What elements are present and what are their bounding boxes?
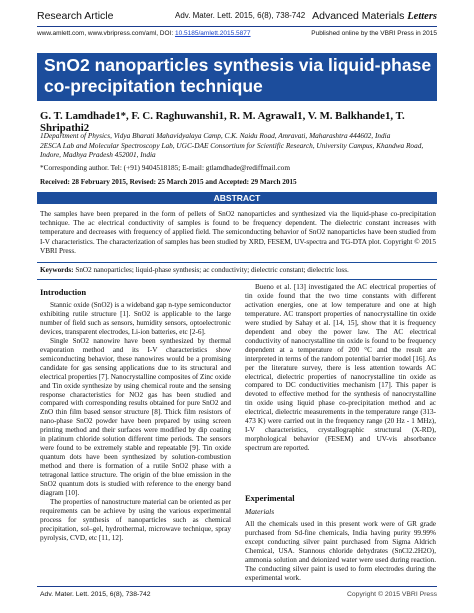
affiliations bbox=[40, 131, 440, 160]
doi-link[interactable]: 10.5185/amlett.2015.5877 bbox=[174, 30, 251, 37]
header-rule bbox=[37, 26, 437, 27]
abstract-heading: ABSTRACT bbox=[213, 193, 261, 203]
publication-dates: Received: 28 February 2015, Revised: 25 March 2015 and Accepted: 29 March 2015 bbox=[40, 178, 297, 186]
keywords-rule-top bbox=[37, 262, 437, 263]
experimental-heading: Experimental bbox=[245, 493, 295, 503]
journal-logo: Letters bbox=[407, 11, 437, 22]
intro-paragraph-1: Stannic oxide (SnO2) is a wideband gap n-type semiconductor exhibiting rutile structure [1]. SnO2 is applicable to the large number of field such as sensors, humidity sensors, optoelectronic devices, transparent electrodes, Li-ion batteries, etc [2-6]. bbox=[40, 301, 231, 336]
keywords bbox=[40, 266, 440, 274]
intro-column-right bbox=[245, 283, 436, 453]
intro-column-left bbox=[40, 301, 231, 543]
header-citation: Adv. Mater. Lett. 2015, 6(8), 738-742 bbox=[175, 11, 306, 20]
materials-paragraph: All the chemicals used in this present work were of GR grade purchased from Sd-fine chemicals, India having purity 99.99% except conducting silver paint purchased from Sigma Aldrich Chemical, USA. Stannous chloride dehydrates (SnCl2.2H2O), ammonia solution and deionized water were used during reaction. The conducting silver paint is used to form electrodes during the experimental work. bbox=[245, 520, 436, 582]
keywords-label: Keywords: bbox=[40, 266, 74, 274]
materials-heading: Materials bbox=[245, 507, 275, 516]
footer-copyright: Copyright © 2015 VBRI Press bbox=[346, 591, 437, 598]
paper-title: SnO2 nanoparticles synthesis via liquid-phase co-precipitation technique bbox=[44, 55, 432, 96]
keywords-rule-bottom bbox=[37, 279, 437, 280]
affiliation-2: 2ESCA Lab and Molecular Spectroscopy Lab, UGC-DAE Consortium for Scientific Research, University Campus, Khandwa Road, Indore, Madhya Pradesh 452001, India bbox=[40, 140, 424, 159]
author-list: G. T. Lamdhade1*, F. C. Raghuwanshi1, R. M. Agrawal1, V. M. Balkhande1, T. Shripathi2 bbox=[40, 110, 405, 134]
corresponding-author: *Corresponding author. Tel: (+91) 9404518185; E-mail: gtlamdhade@rediffmail.com bbox=[40, 163, 290, 172]
intro-paragraph-4: Bueno et al. [13] investigated the AC electrical properties of tin oxide found that the two time constants with different activation energies, one at low temperature and one at high temperature. AC transport properties of nanocrystalline tin oxide were studied by Sahay et al. [14, 15], show that it is frequency dependent and obey the power law. The AC electrical conductivity of nanocrystalline tin oxide is found to be frequency dependent at a temperature of 200 °C and the result are interpreted in terms of the random potential barrier model [16]. As per the literature survey, there is less attention towards AC electrical, dielectric properties of nanocrystalline tin oxide as compared to DC conductivities mechanism [17]. This paper is devoted to effective method for the synthesis of nanocrystalline tin oxide using liquid phase co-precipitation method and ac electrical, dielectric measurements in the temperature range (313-473 K) were carried out in the frequency range (20 Hz - 1 MHz), I-V characteristics, crystallographic structural (X-RD), morphological behavior (FESEM) and UV-vis absorbance spectrum are reported. bbox=[245, 283, 437, 453]
header-websites bbox=[37, 30, 251, 37]
intro-heading: Introduction bbox=[40, 287, 87, 297]
journal-name-text: Advanced Materials bbox=[312, 10, 408, 22]
journal-name bbox=[312, 10, 437, 22]
footer-rule bbox=[37, 586, 437, 587]
header-publisher-note: Published online by the VBRI Press in 2015 bbox=[311, 30, 437, 37]
header-article-type: Research Article bbox=[37, 10, 114, 22]
affiliation-1: 1Department of Physics, Vidya Bharati Mahavidyalaya Camp, C.K. Naidu Road, Amravati, Maharashtra 444602, India bbox=[40, 131, 391, 140]
footer-citation: Adv. Mater. Lett. 2015, 6(8), 738-742 bbox=[40, 591, 151, 598]
keywords-text: SnO2 nanoparticles; liquid-phase synthesis; ac conductivity; dielectric constant; dielectric loss. bbox=[73, 266, 349, 274]
websites-text: www.amlett.com, www.vbripress.com/aml, DOI: bbox=[37, 30, 175, 37]
intro-paragraph-2: Single SnO2 nanowire have been synthesized by thermal evaporation method and its I-V characteristics show semiconducting behavior, these nanowires would be a promising candidate for gas sensing applications due to its structural and electrical properties [7]. Nanocrystalline composites of Zinc oxide and Tin oxide synthesize by using chemical route and the sensing response characteristics for NO2 gas has been studied and compared with corresponding results obtained for pure SnO2 and ZnO thin film based sensor structure [8]. Thick film resistors of nano-phase SnO2 powder have been prepared by using screen printing method and their surfaces were modified by dip coating in platinum chloride solution different time periods. The sensors were found to be extremely stable and repeatable [9]. Tin oxide quantum dots have been synthesized by solution-combustion method and there is formation of a rutile SnO2 phase with a tetragonal lattice structure. The origin of the blue emission in the SnO2 quantum dots is studied with reference to the energy band diagram [10]. bbox=[40, 336, 231, 498]
abstract-text: The samples have been prepared in the form of pellets of SnO2 nanoparticles and synthesized via the liquid-phase co-precipitation technique. The ac electrical conductivity of samples is found to be frequency dependent. The dielectric constant increases with temperature and decreases with frequency of applied field. The semiconducting behavior of SnO2 nanoparticles have been studied from I-V characteristics. The characterization of samples has been studied by XRD, FESEM, UV-spectra and TG-DTA plot. Copyright © 2015 VBRI Press. bbox=[40, 210, 436, 255]
intro-paragraph-3: The properties of nanostructure material can be oriented as per requirements can be achieve by using the various experimental process for synthesis of nanoparticles such as chemical precipitation, sol–gel, hydrothermal, microwave technique, spray pyrolysis, CVD, etc [11, 12]. bbox=[40, 497, 231, 542]
